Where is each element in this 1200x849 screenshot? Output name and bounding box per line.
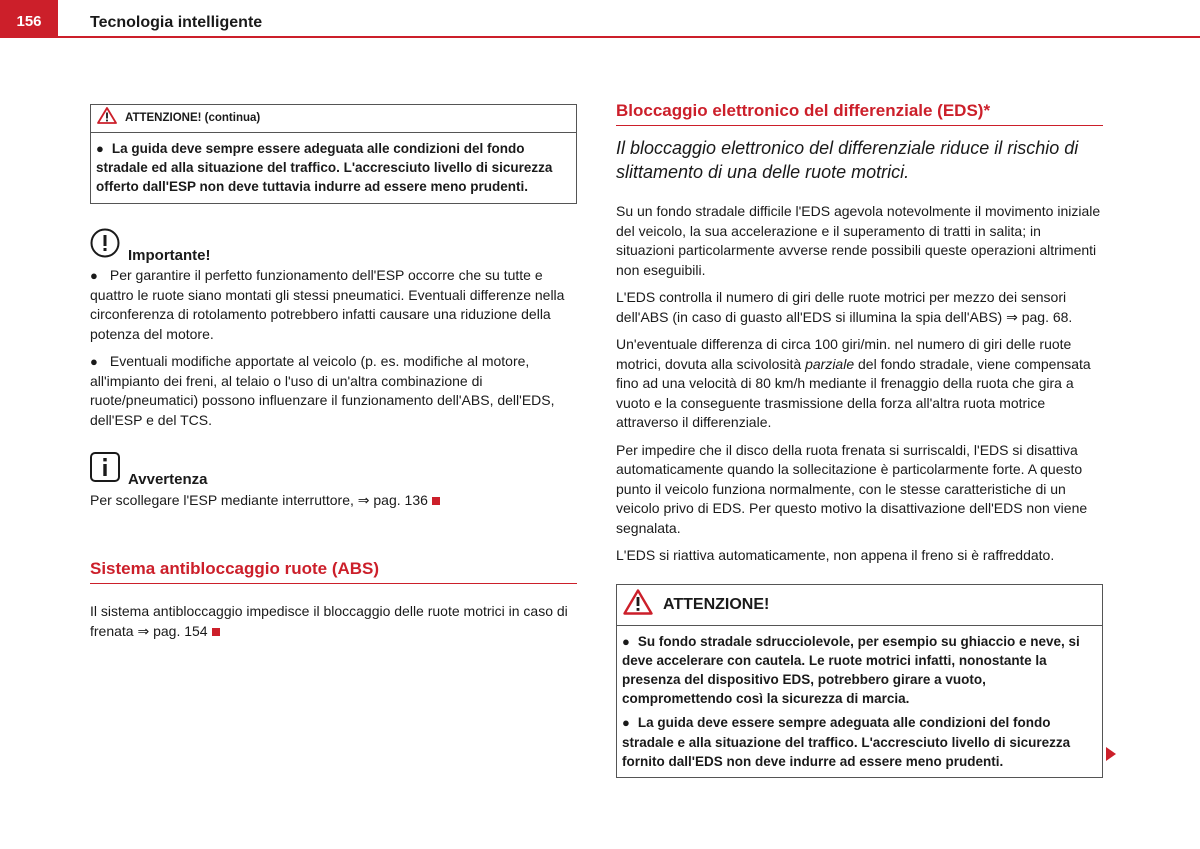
end-square-icon xyxy=(432,497,440,505)
note-text: Per scollegare l'ESP mediante interruttore, ⇒ pag. 136 xyxy=(90,491,428,508)
page-header-title: Tecnologia intelligente xyxy=(90,14,263,31)
eds-warning-box xyxy=(616,584,1103,778)
important-item xyxy=(90,352,577,430)
end-square-icon xyxy=(212,628,220,636)
eds-paragraph-3-part: Un'eventuale differenza di circa 100 giri/min. nel numero di giri delle ruote motrici, dovuta alla scivolosità xyxy=(616,336,1072,372)
eds-paragraph-3-part: del fondo stradale, viene compensata fino ad una velocità di 80 km/h mediante il frenaggio della ruota che gira a vuoto e la conseguente trasmissione della forza all'altra ruota motrice attraverso il differenziale. xyxy=(616,355,1091,430)
warning-triangle-icon xyxy=(623,589,653,621)
eds-warning-body xyxy=(617,626,1102,777)
bullet-icon: ● xyxy=(622,633,630,649)
important-item-text: Per garantire il perfetto funzionamento dell'ESP occorre che su tutte e quattro le ruote siano montati gli stessi pneumatici. Eventuali differenze nella circonferenza di rotolamento potrebbero infatti causare una riduzione della potenza del motore. xyxy=(90,267,565,342)
important-item-text: Eventuali modifiche apportate al veicolo (p. es. modifiche al motore, all'impianto dei freni, al telaio o l'uso di un'altra combinazione di ruote/pneumatici) possono influenzare il funzionamento dell'ABS, dell'EDS, dell'ESP e del TCS. xyxy=(90,353,555,428)
warning-continued-text: La guida deve sempre essere adeguata alle condizioni del fondo stradale ed alla situazione del traffico. L'accresciuto livello di sicurezza offerto dall'ESP non deve tuttavia indurre ad essere meno prudenti. xyxy=(96,141,553,195)
abs-section-title: Sistema antibloccaggio ruote (ABS) xyxy=(90,558,577,584)
eds-paragraph-5: L'EDS si riattiva automaticamente, non appena il freno si è raffreddato. xyxy=(616,547,1055,563)
important-heading xyxy=(90,228,577,264)
eds-paragraph-2: L'EDS controlla il numero di giri delle ruote motrici per mezzo dei sensori dell'ABS (in caso di guasto all'EDS si illumina la spia dell'ABS) ⇒ pag. 68. xyxy=(616,289,1073,325)
eds-section-title: Bloccaggio elettronico del differenziale (EDS)* xyxy=(616,100,1103,126)
eds-paragraph-4: Per impedire che il disco della ruota frenata si surriscaldi, l'EDS si disattiva automaticamente quando la sollecitazione è particolarmente forte. A questo punto il veicolo funziona normalmente, con le stesse caratteristiche di un veicolo privo di EDS. Per questo motivo la disattivazione dell'EDS non viene segnalata. xyxy=(616,441,1088,536)
next-page-arrow-icon xyxy=(1106,747,1116,761)
warning-continued-label: ATTENZIONE! (continua) xyxy=(125,111,261,124)
note-title: Avvertenza xyxy=(128,471,208,489)
warning-continued-box xyxy=(90,104,577,204)
warning-continued-header xyxy=(91,105,576,133)
info-i-icon xyxy=(90,452,120,488)
abs-paragraph xyxy=(90,602,577,641)
warning-triangle-icon xyxy=(97,107,117,130)
bullet-icon: ● xyxy=(90,354,98,370)
left-column xyxy=(90,104,577,649)
important-exclamation-icon xyxy=(90,228,120,264)
note-heading xyxy=(90,452,577,488)
eds-warning-label: ATTENZIONE! xyxy=(663,595,770,613)
bullet-icon: ● xyxy=(90,268,98,284)
note-paragraph xyxy=(90,491,577,511)
eds-warning-item: La guida deve essere sempre adeguata alle condizioni del fondo stradale e alla situazione del traffico. L'accresciuto livello di sicurezza fornito dall'EDS non deve indurre ad essere meno prudenti. xyxy=(622,715,1071,769)
header-rule xyxy=(0,36,1200,38)
eds-paragraph-3-italic: parziale xyxy=(805,355,855,372)
important-title: Importante! xyxy=(128,246,211,264)
abs-text: Il sistema antibloccaggio impedisce il bloccaggio delle ruote motrici in caso di frenata ⇒ pag. 154 xyxy=(90,603,568,639)
eds-paragraph-1: Su un fondo stradale difficile l'EDS agevola notevolmente il movimento iniziale del veicolo, la sua accelerazione e il superamento di tratti in salita; in situazioni particolarmente avverse rende possibili queste operazioni altrimenti non eseguibili. xyxy=(616,203,1101,278)
eds-paragraph-3 xyxy=(616,335,1103,433)
important-item xyxy=(90,266,577,344)
eds-lead-text: Il bloccaggio elettronico del differenziale riduce il rischio di slittamento di una delle ruote motrici. xyxy=(616,138,1079,182)
eds-warning-header xyxy=(617,585,1102,626)
right-column xyxy=(616,100,1103,778)
page-number: 156 xyxy=(0,0,58,38)
bullet-icon: ● xyxy=(96,141,104,156)
warning-continued-body xyxy=(91,133,576,203)
eds-warning-item: Su fondo stradale sdrucciolevole, per esempio su ghiaccio e neve, si deve accelerare con cautela. Le ruote motrici infatti, nonostante la presenza del dispositivo EDS, potrebbero girare a vuoto, compromettendo così la sicurezza di marcia. xyxy=(622,633,1080,707)
bullet-icon: ● xyxy=(622,715,630,731)
